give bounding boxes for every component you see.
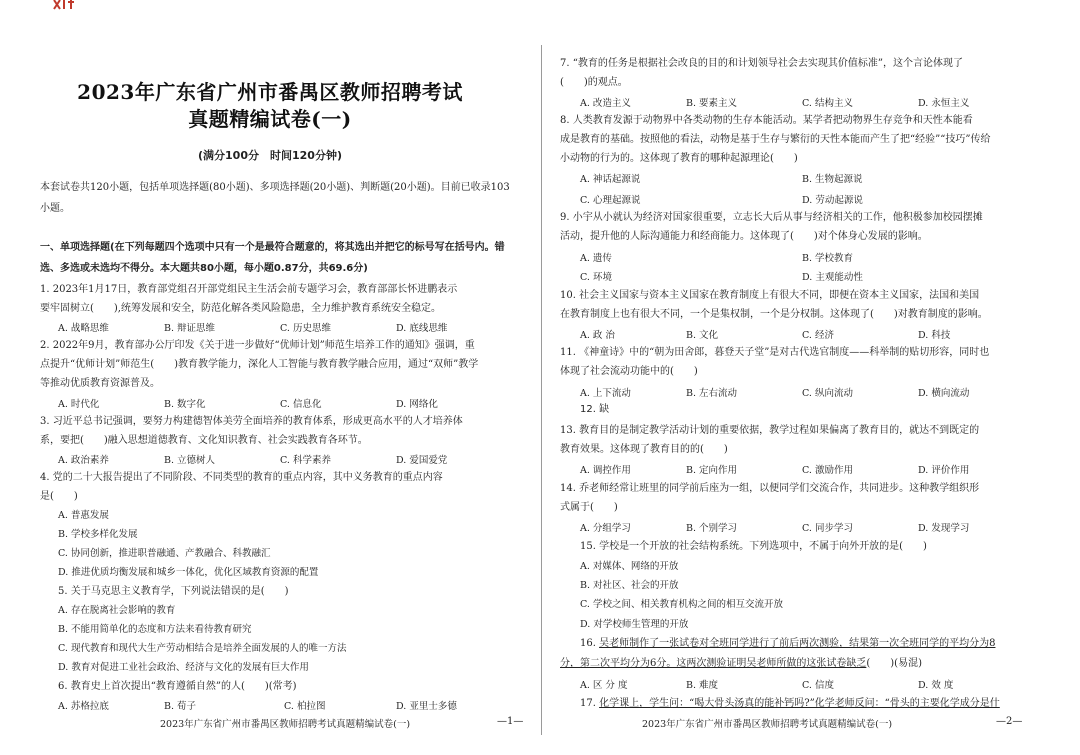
question-16-underlined-2: 分，第二次平均分为6分。这两次测验证明吴老师所做的这张试卷缺乏 (560, 658, 867, 669)
question-5-option-c: C. 现代教育和现代大生产劳动相结合是培养全面发展的人的唯一方法 (58, 643, 347, 654)
option-c: C. 信息化 (280, 399, 322, 410)
question-16-underlined-1: 吴老师制作了一张试卷对全班同学进行了前后两次测验，结果第一次全班同学的平均分为8 (599, 638, 996, 649)
question-5-option-b: B. 不能用简单化的态度和方法来看待教育研究 (58, 624, 252, 635)
question-1-line-2: 要牢固树立( ),统筹发展和安全，防范化解各类风险隐患，全力维护教育系统安全稳定。 (40, 303, 441, 314)
option-d: D. 爱国爱党 (396, 455, 448, 466)
question-4-option-b: B. 学校多样化发展 (58, 529, 138, 540)
question-5-option-d: D. 教育对促进工业社会政治、经济与文化的发展有巨大作用 (58, 662, 309, 673)
option-a: A. 政治素养 (58, 455, 109, 466)
question-13-line-2: 教育效果。这体现了教育目的的( ) (560, 444, 728, 455)
option-c: C. 经济 (802, 330, 834, 341)
option-c: C. 柏拉图 (284, 701, 326, 712)
question-17-underlined: 化学课上，学生问：“喝大骨头汤真的能补钙吗?”化学老师反问：“骨头的主要化学成分是什 (599, 698, 1000, 709)
question-5-line-1: 5. 关于马克思主义教育学，下列说法错误的是( ) (58, 586, 289, 597)
question-2-line-3: 等推动优质教育资源普及。 (40, 378, 160, 389)
question-2-line-2: 点提升“优师计划”师范生( )教育教学能力，深化人工智能与教育教学融合应用，通过“双师”教学 (40, 359, 479, 370)
question-4-line-1: 4. 党的二十大报告提出了不同阶段、不同类型的教育的重点内容，其中义务教育的重点内容 (40, 472, 443, 483)
question-13-options (580, 462, 1020, 476)
question-4-line-2: 是( ) (40, 491, 78, 502)
question-8-line-2: 成是教育的基础。按照他的看法，动物是基于生存与繁衍的天性本能而产生了把“经验”“技巧”传给 (560, 134, 991, 145)
option-b: B. 荀子 (164, 701, 197, 712)
question-8-options-row-2 (580, 192, 1020, 206)
question-9-line-1: 9. 小宇从小就认为经济对国家很重要，立志长大后从事与经济相关的工作，他积极参加校园摆摊 (560, 212, 983, 223)
option-b: B. 文化 (686, 330, 719, 341)
intro-text: 本套试卷共120小题，包括单项选择题(80小题)、多项选择题(20小题)、判断题(20小题)。目前已收录103小题。 (40, 182, 510, 214)
question-11-line-1: 11. 《神童诗》中的“朝为田舍郎，暮登天子堂”是对古代选官制度——科举制的贴切形容，同时也 (560, 347, 990, 358)
option-c: C. 激励作用 (802, 465, 853, 476)
question-2-line-1: 2. 2022年9月，教育部办公厅印发《关于进一步做好“优师计划”师范生培养工作的通知》强调，重 (40, 340, 475, 351)
option-d: D. 永恒主义 (918, 98, 970, 109)
question-4-option-c: C. 协同创新，推进职普融通、产教融合、科教融汇 (58, 548, 271, 559)
page-number: —2— (996, 716, 1023, 727)
question-7-options (580, 95, 1020, 109)
question-9-line-2: 活动，提升他的人际沟通能力和经商能力。这体现了( )对个体身心发展的影响。 (560, 231, 928, 242)
question-14-line-1: 14. 乔老师经常让班里的同学前后座为一组，以便同学们交流合作，共同进步。这种教学组织形 (560, 483, 980, 494)
question-8-options-row-1 (580, 171, 1020, 185)
question-9-options-row-1 (580, 250, 1020, 264)
option-a: A. 神话起源说 (580, 174, 641, 185)
option-a: A. 苏格拉底 (58, 701, 109, 712)
question-1-options (58, 320, 498, 334)
question-16-number: 16. (580, 638, 600, 649)
option-c: C. 纵向流动 (802, 388, 853, 399)
question-13-line-1: 13. 教育目的是制定教学活动计划的重要依据，教学过程如果偏离了教育目的，就达不到既定的 (560, 425, 980, 436)
option-c: C. 同步学习 (802, 523, 853, 534)
option-b: B. 立德树人 (164, 455, 216, 466)
question-1-line-1: 1. 2023年1月17日，教育部党组召开部党组民主生活会前专题学习会，教育部部长怀进鹏表示 (40, 284, 458, 295)
question-3-line-2: 系，要把( )融入思想道德教育、文化知识教育、社会实践教育各环节。 (40, 435, 368, 446)
option-b: B. 个别学习 (686, 523, 738, 534)
question-3-line-1: 3. 习近平总书记强调，要努力构建德智体美劳全面培养的教育体系，形成更高水平的人才培养体 (40, 416, 463, 427)
question-11-options (580, 385, 1020, 399)
question-11-line-2: 体现了社会流动功能中的( ) (560, 366, 698, 377)
question-8-line-1: 8. 人类教育发源于动物界中各类动物的生存本能活动。某学者把动物界生存竞争和天性本能看 (560, 115, 973, 126)
question-17-number: 17. (580, 698, 600, 709)
option-c: C. 科学素养 (280, 455, 331, 466)
question-17-line-1 (580, 697, 1000, 711)
question-3-options (58, 452, 498, 466)
page-subtitle: 真题精编试卷(一) (188, 107, 352, 131)
question-15-option-b: B. 对社区、社会的开放 (580, 580, 679, 591)
question-15-option-d: D. 对学校师生管理的开放 (580, 619, 689, 630)
option-a: A. 时代化 (58, 399, 100, 410)
option-b: B. 数字化 (164, 399, 206, 410)
page-number: —1— (497, 716, 524, 727)
option-d: D. 效 度 (918, 680, 954, 691)
option-d: D. 横向流动 (918, 388, 970, 399)
option-d: D. 亚里士多德 (396, 701, 457, 712)
option-b: B. 左右流动 (686, 388, 738, 399)
option-d: D. 主观能动性 (802, 272, 863, 283)
question-15-line-1: 15. 学校是一个开放的社会结构系统。下列选项中，不属于向外开放的是( ) (580, 541, 927, 552)
option-c: C. 心理起源说 (580, 195, 641, 206)
option-b: B. 辩证思维 (164, 323, 216, 334)
section-heading: 一、单项选择题(在下列每题四个选项中只有一个是最符合题意的，将其选出并把它的标号写在括号内。错选、多选或未选均不得分。本大题共80小题，每小题0.87分，共69.6分) (40, 242, 505, 274)
question-15-option-c: C. 学校之间、相关教育机构之间的相互交流开放 (580, 599, 783, 610)
question-10-options (580, 327, 1020, 341)
option-a: A. 区 分 度 (580, 680, 628, 691)
question-8-line-3: 小动物的行为的。这体现了教育的哪种起源理论( ) (560, 153, 798, 164)
publisher-logo-icon (52, 0, 78, 10)
question-12: 12. 缺 (580, 404, 610, 415)
option-a: A. 调控作用 (580, 465, 631, 476)
option-b: B. 要素主义 (686, 98, 738, 109)
question-4-option-d: D. 推进优质均衡发展和城乡一体化，优化区域教育资源的配置 (58, 567, 319, 578)
footer-text: 2023年广东省广州市番禺区教师招聘考试真题精编试卷(一) (642, 719, 893, 730)
option-d: D. 劳动起源说 (802, 195, 863, 206)
footer-text: 2023年广东省广州市番禺区教师招聘考试真题精编试卷(一) (160, 719, 411, 730)
option-d: D. 发现学习 (918, 523, 970, 534)
option-d: D. 科技 (918, 330, 951, 341)
page-title: 2023年广东省广州市番禺区教师招聘考试 (77, 80, 463, 104)
exam-meta: (满分100分 时间120分钟) (198, 149, 342, 162)
question-10-line-1: 10. 社会主义国家与资本主义国家在教育制度上有很大不同，即便在资本主义国家，法国和美国 (560, 290, 980, 301)
option-b: B. 学校教育 (802, 253, 854, 264)
question-7-line-2: ( )的观点。 (560, 77, 628, 88)
option-a: A. 战略思维 (58, 323, 109, 334)
option-d: D. 评价作用 (918, 465, 970, 476)
option-a: A. 改造主义 (580, 98, 631, 109)
question-15-option-a: A. 对媒体、网络的开放 (580, 561, 679, 572)
question-7-line-1: 7. “教育的任务是根据社会改良的目的和计划领导社会去实现其价值标准”，这个言论体现了 (560, 58, 963, 69)
option-b: B. 定向作用 (686, 465, 738, 476)
question-16-options (580, 677, 1020, 691)
question-14-line-2: 式属于( ) (560, 502, 618, 513)
option-c: C. 历史思维 (280, 323, 331, 334)
page-divider (541, 45, 542, 735)
option-c: C. 环境 (580, 272, 612, 283)
question-6-line-1: 6. 教育史上首次提出“教育遵循自然”的人( )(常考) (58, 681, 297, 692)
option-c: C. 结构主义 (802, 98, 853, 109)
question-10-line-2: 在教育制度上也有很大不同，一个是集权制，一个是分权制。这体现了( )对教育制度的影响。 (560, 309, 988, 320)
question-16-line-2 (560, 657, 922, 671)
option-d: D. 网络化 (396, 399, 438, 410)
question-16-tail: ( )(易混) (866, 658, 922, 669)
option-a: A. 分组学习 (580, 523, 631, 534)
question-2-options (58, 396, 498, 410)
option-d: D. 底线思维 (396, 323, 448, 334)
question-5-option-a: A. 存在脱离社会影响的教育 (58, 605, 176, 616)
question-9-options-row-2 (580, 269, 1020, 283)
option-a: A. 政 治 (580, 330, 615, 341)
option-b: B. 难度 (686, 680, 719, 691)
question-14-options (580, 520, 1020, 534)
option-c: C. 信度 (802, 680, 834, 691)
question-6-options (58, 698, 498, 712)
option-a: A. 遗传 (580, 253, 612, 264)
page-2 (544, 0, 1080, 755)
question-16-line-1 (580, 637, 995, 651)
option-b: B. 生物起源说 (802, 174, 863, 185)
option-a: A. 上下流动 (580, 388, 631, 399)
question-4-option-a: A. 普惠发展 (58, 510, 109, 521)
